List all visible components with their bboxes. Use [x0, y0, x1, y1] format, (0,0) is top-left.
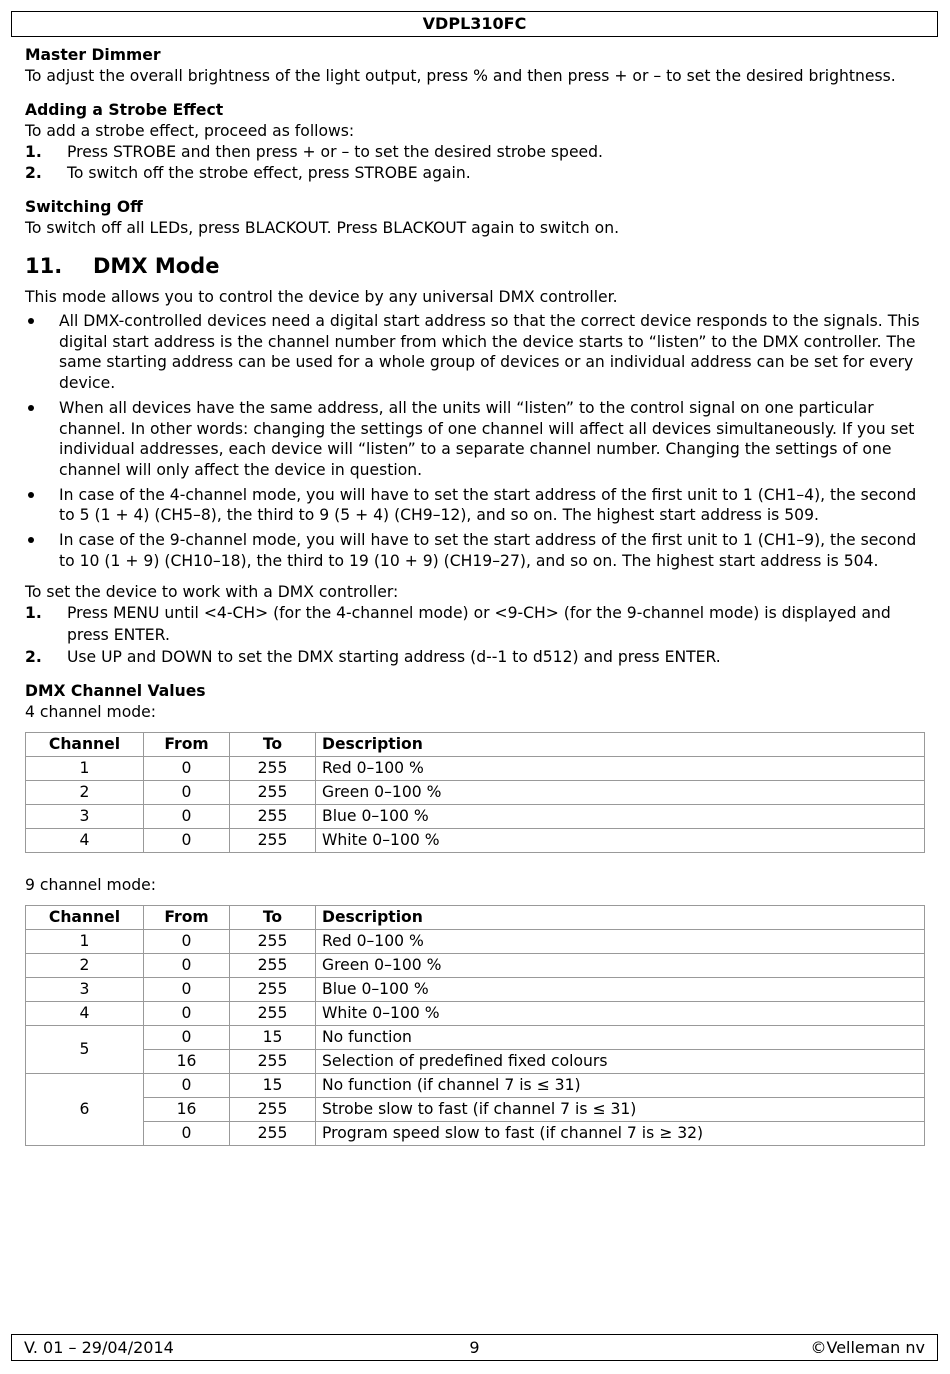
table-row [26, 1026, 925, 1050]
table-cell: 255 [230, 829, 316, 853]
table-cell: Blue 0–100 % [316, 978, 925, 1002]
table-cell: 16 [144, 1050, 230, 1074]
strobe-heading: Adding a Strobe Effect [25, 101, 224, 119]
table-cell: Program speed slow to fast (if channel 7 is ≥ 32) [316, 1122, 925, 1146]
table-cell: Selection of predefined fixed colours [316, 1050, 925, 1074]
table-cell: 1 [26, 930, 144, 954]
channel-values-heading: DMX Channel Values [25, 682, 206, 701]
setup-steps [25, 603, 930, 668]
table-cell: 0 [144, 805, 230, 829]
table-cell: Strobe slow to fast (if channel 7 is ≤ 31) [316, 1098, 925, 1122]
table-cell: 255 [230, 1050, 316, 1074]
table-row [26, 1098, 925, 1122]
table-cell: 0 [144, 930, 230, 954]
table-cell: 15 [230, 1026, 316, 1050]
table-cell: 255 [230, 1122, 316, 1146]
table-row [26, 805, 925, 829]
table-cell: 0 [144, 781, 230, 805]
table-cell: 5 [26, 1026, 144, 1074]
bullet-icon [28, 537, 34, 543]
table-row [26, 954, 925, 978]
product-title: VDPL310FC [422, 14, 527, 33]
table-cell: Green 0–100 % [316, 954, 925, 978]
nine-channel-table [25, 905, 925, 1146]
table-row [26, 978, 925, 1002]
table-cell: 16 [144, 1098, 230, 1122]
column-header: To [230, 906, 316, 930]
setup-intro: To set the device to work with a DMX controller: [25, 583, 399, 602]
table-cell: 0 [144, 954, 230, 978]
table-cell: No function (if channel 7 is ≤ 31) [316, 1074, 925, 1098]
table-cell: 3 [26, 805, 144, 829]
table-header-row [26, 733, 925, 757]
column-header: From [144, 733, 230, 757]
table-cell: Red 0–100 % [316, 930, 925, 954]
table-row [26, 1074, 925, 1098]
table-cell: 255 [230, 1098, 316, 1122]
list-item: 1. Press STROBE and then press + or – to set the desired strobe speed. [25, 143, 603, 161]
list-item: In case of the 9-channel mode, you will have to set the start address of the first unit to 1 (CH1–9), the second to 10 (1 + 9) (CH10–18), the third to 19 (10 + 9) (CH19–27), and so on. The highest start address is 504. [25, 530, 930, 571]
dmx-intro: This mode allows you to control the device by any universal DMX controller. [25, 288, 618, 306]
table-cell: 0 [144, 1074, 230, 1098]
table-cell: 4 [26, 829, 144, 853]
list-item: 2. To switch off the strobe effect, press STROBE again. [25, 164, 471, 182]
document-header [11, 11, 938, 37]
table-cell: Green 0–100 % [316, 781, 925, 805]
table-header-row [26, 906, 925, 930]
table-cell: 255 [230, 954, 316, 978]
table-cell: 0 [144, 1026, 230, 1050]
list-item: 2. Use UP and DOWN to set the DMX starting address (d--1 to d512) and press ENTER. [25, 648, 721, 667]
table-row [26, 930, 925, 954]
table-cell: 255 [230, 805, 316, 829]
master-dimmer-heading: Master Dimmer [25, 46, 161, 64]
switching-off-text: To switch off all LEDs, press BLACKOUT. Press BLACKOUT again to switch on. [25, 219, 620, 237]
table-cell: 15 [230, 1074, 316, 1098]
strobe-steps [25, 142, 930, 184]
four-channel-table [25, 732, 925, 853]
master-dimmer-text: To adjust the overall brightness of the light output, press % and then press + or – to set the desired brightness. [25, 67, 896, 85]
table-cell: 2 [26, 781, 144, 805]
column-header: Description [316, 733, 925, 757]
strobe-intro: To add a strobe effect, proceed as follows: [25, 122, 355, 140]
column-header: Channel [26, 906, 144, 930]
switching-off-heading: Switching Off [25, 198, 143, 216]
copyright: ©Velleman nv [810, 1338, 925, 1357]
version-date: V. 01 – 29/04/2014 [24, 1338, 174, 1357]
list-item: All DMX-controlled devices need a digital start address so that the correct device responds to the signals. This digital start address is the channel number from which the device starts to “listen” to the DMX controller. The same starting address can be used for a whole group of devices or an individual address can be set for every device. [25, 311, 930, 394]
table-cell: Blue 0–100 % [316, 805, 925, 829]
table-cell: 0 [144, 1122, 230, 1146]
table-cell: 2 [26, 954, 144, 978]
table-cell: White 0–100 % [316, 1002, 925, 1026]
table-row [26, 1002, 925, 1026]
table-row [26, 781, 925, 805]
table-cell: 255 [230, 930, 316, 954]
table-row [26, 757, 925, 781]
document-footer [11, 1334, 938, 1361]
table-cell: Red 0–100 % [316, 757, 925, 781]
table-cell: 3 [26, 978, 144, 1002]
table-cell: 4 [26, 1002, 144, 1026]
table-cell: 255 [230, 757, 316, 781]
column-header: Channel [26, 733, 144, 757]
table-cell: 255 [230, 781, 316, 805]
table-row [26, 1050, 925, 1074]
column-header: To [230, 733, 316, 757]
table-row [26, 829, 925, 853]
table-cell: No function [316, 1026, 925, 1050]
bullet-icon [28, 492, 34, 498]
section-title: 11. DMX Mode [25, 254, 220, 278]
nine-channel-label: 9 channel mode: [25, 876, 157, 895]
table-cell: 255 [230, 1002, 316, 1026]
bullet-icon [28, 318, 34, 324]
table-cell: 1 [26, 757, 144, 781]
page-content [25, 44, 930, 1146]
bullet-icon [28, 405, 34, 411]
table-cell: 0 [144, 829, 230, 853]
column-header: Description [316, 906, 925, 930]
table-cell: 255 [230, 978, 316, 1002]
column-header: From [144, 906, 230, 930]
dmx-bullets [25, 311, 930, 571]
table-cell: 0 [144, 757, 230, 781]
page-number: 9 [469, 1338, 480, 1357]
four-channel-label: 4 channel mode: [25, 703, 157, 722]
table-cell: White 0–100 % [316, 829, 925, 853]
table-cell: 0 [144, 1002, 230, 1026]
list-item: When all devices have the same address, all the units will “listen” to the control signal on one particular channel. In other words: changing the settings of one channel will affect all devices simultaneously. If you set individual addresses, each device will “listen” to a separate channel number. Changing the settings of one channel will only affect the device in question. [25, 398, 930, 481]
list-item: In case of the 4-channel mode, you will have to set the start address of the first unit to 1 (CH1–4), the second to 5 (1 + 4) (CH5–8), the third to 9 (5 + 4) (CH9–12), and so on. The highest start address is 509. [25, 485, 930, 526]
table-row [26, 1122, 925, 1146]
list-item: 1. Press MENU until <4-CH> (for the 4-channel mode) or <9-CH> (for the 9-channel mode) is displayed and press ENTER. [25, 604, 891, 644]
table-cell: 6 [26, 1074, 144, 1146]
table-cell: 0 [144, 978, 230, 1002]
